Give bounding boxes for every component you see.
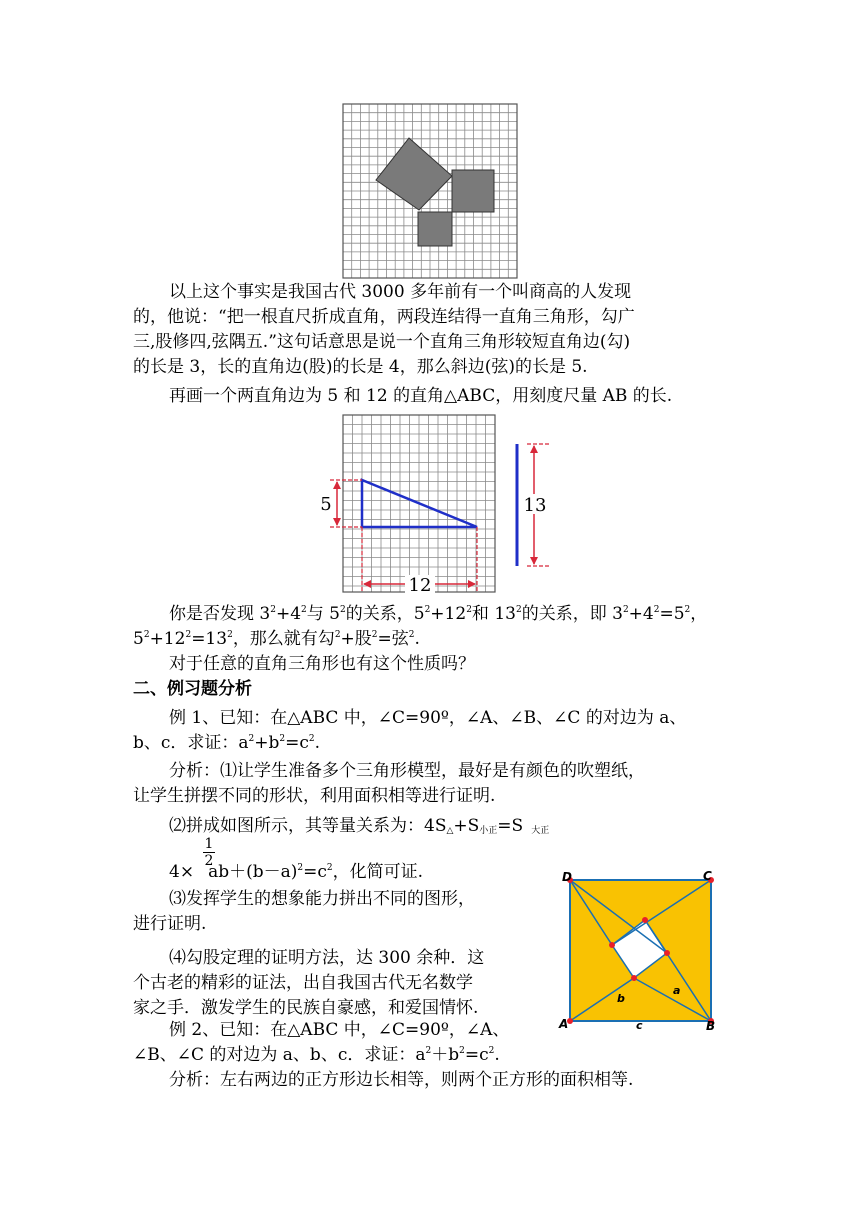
analysis-block — [133, 759, 645, 839]
text-line: 以上这个事实是我国古代 3000 多年前有一个叫商高的人发现 — [169, 282, 632, 302]
paragraph-draw-triangle: 再画一个两直角边为 5 和 12 的直角△ABC，用刻度尺量 AB 的长. — [169, 386, 673, 406]
text-line: ⑶发挥学生的想象能力拼出不同的图形， — [169, 889, 475, 909]
text-line: 的，他说：“把一根直尺折成直角，两段连结得一直角三角形，勾广 — [133, 307, 635, 327]
paragraph-question: 对于任意的直角三角形也有这个性质吗？ — [169, 654, 475, 674]
label-c: c — [636, 1019, 643, 1032]
text-line: 三,股修四,弦隅五.”这句话意思是说一个直角三角形较短直角边(勾) — [133, 332, 631, 352]
label-B: B — [706, 1019, 716, 1033]
section-heading: 二、例习题分析 — [133, 679, 252, 699]
text-line: 分析：⑴让学生准备多个三角形模型，最好是有颜色的吹塑纸， — [169, 761, 645, 781]
paragraph-shanggao — [133, 280, 635, 380]
label-D: D — [562, 870, 572, 884]
text-line: 你是否发现 $3^2+4^2$与 $5^2$的关系，$5^2+12^2$和 $13^2$的关系，即 $3^2+4^2=5^2$， — [169, 604, 708, 624]
label-b: b — [617, 992, 625, 1005]
analysis-formula: $4\times ab+(b-a)^2=c^2$，化简可证. — [169, 862, 424, 882]
label-5: 5 — [320, 494, 332, 515]
example-1 — [133, 706, 686, 756]
label-C: C — [703, 869, 712, 883]
text-line: ⑵拼成如图所示，其等量关系为：$4S_\triangle+S_{小正}=S$ $_{大正}$ — [169, 816, 550, 836]
text-line: 分析：左右两边的正方形边长相等，则两个正方形的面积相等. — [169, 1070, 634, 1090]
label-A: A — [559, 1017, 569, 1031]
text-line: ∠B、∠C 的对边为 a、b、c．求证：$a^2+b^2=c^2$. — [133, 1045, 500, 1065]
text-line: 家之手．激发学生的民族自豪感，和爱国情怀. — [133, 998, 479, 1018]
fraction-half: 1 2 — [204, 836, 214, 869]
label-a: a — [673, 984, 681, 997]
text-line: 进行证明. — [133, 914, 207, 934]
text-line: ⑷勾股定理的证明方法，达 300 余种．这 — [169, 948, 485, 968]
text-line: 例 2、已知：在△ABC 中，∠C=90º，∠A、 — [169, 1020, 510, 1040]
analysis-block-2 — [133, 887, 484, 1021]
text-line: 个古老的精彩的证法，出自我国古代无名数学 — [133, 973, 473, 993]
text-line: 的长是 3，长的直角边(股)的长是 4，那么斜边(弦)的长是 5. — [133, 357, 588, 377]
example-2 — [133, 1018, 633, 1093]
text-line: $5^2+12^2=13^2$，那么就有勾$^2$+股$^2$=弦$^2$. — [133, 629, 420, 649]
paragraph-relationship — [133, 602, 707, 652]
label-12: 12 — [408, 575, 432, 596]
label-13: 13 — [523, 495, 547, 516]
text-line: b、c．求证：$a^2+b^2=c^2$. — [133, 733, 321, 753]
text-line: 让学生拼摆不同的形状，利用面积相等进行证明. — [133, 786, 496, 806]
text-line: 例 1、已知：在△ABC 中，∠C=90º，∠A、∠B、∠C 的对边为 a、 — [169, 708, 687, 728]
